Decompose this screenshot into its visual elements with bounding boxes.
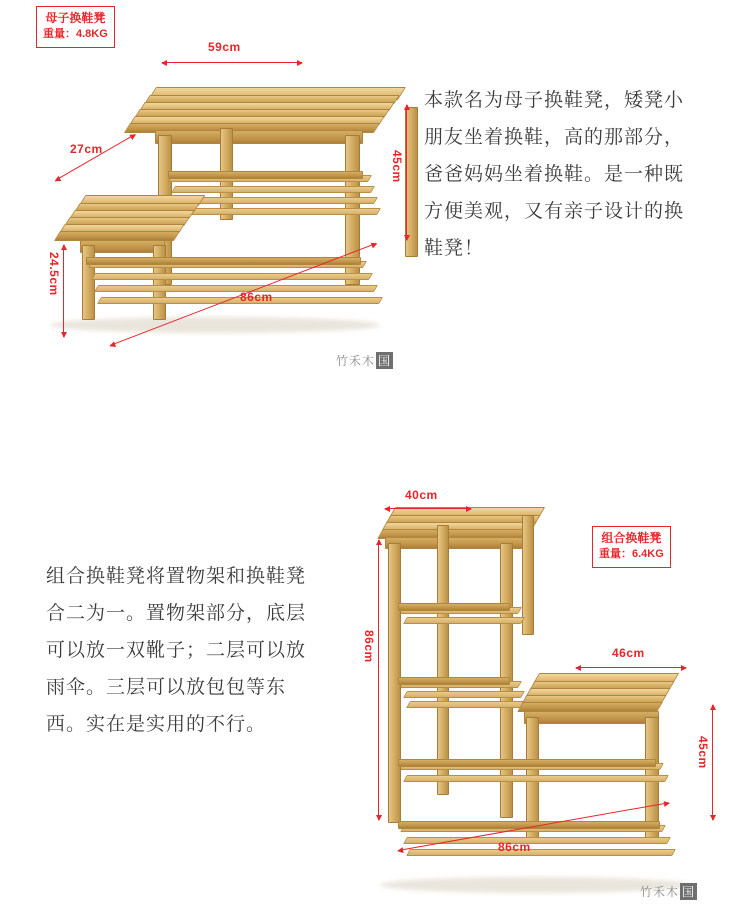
product-name-box-one <box>36 6 115 48</box>
description-one: 本款名为母子换鞋凳，矮凳小朋友坐着换鞋，高的那部分，爸爸妈妈坐着换鞋。是一种既方便美观，又有亲子设计的换鞋凳！ <box>424 90 685 260</box>
dimension-label-total-length-two: 86cm <box>498 840 531 854</box>
dimension-label-step-width: 27cm <box>70 142 103 156</box>
description-two: 组合换鞋凳将置物架和换鞋凳合二为一。置物架部分，底层可以放一双靴子；二层可以放雨伞。三层可以放包包等东西。实在是实用的不行。 <box>46 566 307 736</box>
product-weight-two: 重量：6.4KG <box>599 548 664 561</box>
dimension-label-rack-height: 86cm <box>362 630 376 663</box>
section-one <box>0 0 740 400</box>
dimension-label-seat-height: 45cm <box>390 150 404 183</box>
watermark-text-one: 竹禾木 <box>336 354 376 368</box>
product-name-one: 母子换鞋凳 <box>45 11 106 25</box>
dimension-label-seat-height-two: 45cm <box>696 736 710 769</box>
product-name-two: 组合换鞋凳 <box>601 531 662 545</box>
watermark-two <box>640 883 697 900</box>
dimension-line-step-height <box>63 245 64 337</box>
dimension-label-top-width: 59cm <box>208 40 241 54</box>
watermark-one <box>336 352 393 369</box>
dimension-line-rack-width <box>385 508 471 509</box>
dimension-line-seat-width <box>576 667 686 668</box>
dimension-line-rack-height <box>378 540 379 820</box>
watermark-badge-two: 国 <box>682 885 696 899</box>
bench-illustration-one <box>20 35 420 355</box>
dimension-label-rack-width: 40cm <box>405 488 438 502</box>
dimension-line-top-width <box>162 62 302 63</box>
dimension-label-seat-width: 46cm <box>612 646 645 660</box>
watermark-text-two: 竹禾木 <box>640 885 680 899</box>
section-two <box>0 440 740 905</box>
dimension-label-total-length: 86cm <box>240 290 273 304</box>
dimension-line-seat-height <box>406 105 407 240</box>
dimension-label-step-height: 24.5cm <box>47 252 61 296</box>
product-weight-one: 重量：4.8KG <box>43 28 108 41</box>
watermark-badge-one: 国 <box>378 354 392 368</box>
dimension-line-seat-height-two <box>712 705 713 820</box>
product-name-box-two <box>592 526 671 568</box>
bench-illustration-two <box>340 495 730 895</box>
